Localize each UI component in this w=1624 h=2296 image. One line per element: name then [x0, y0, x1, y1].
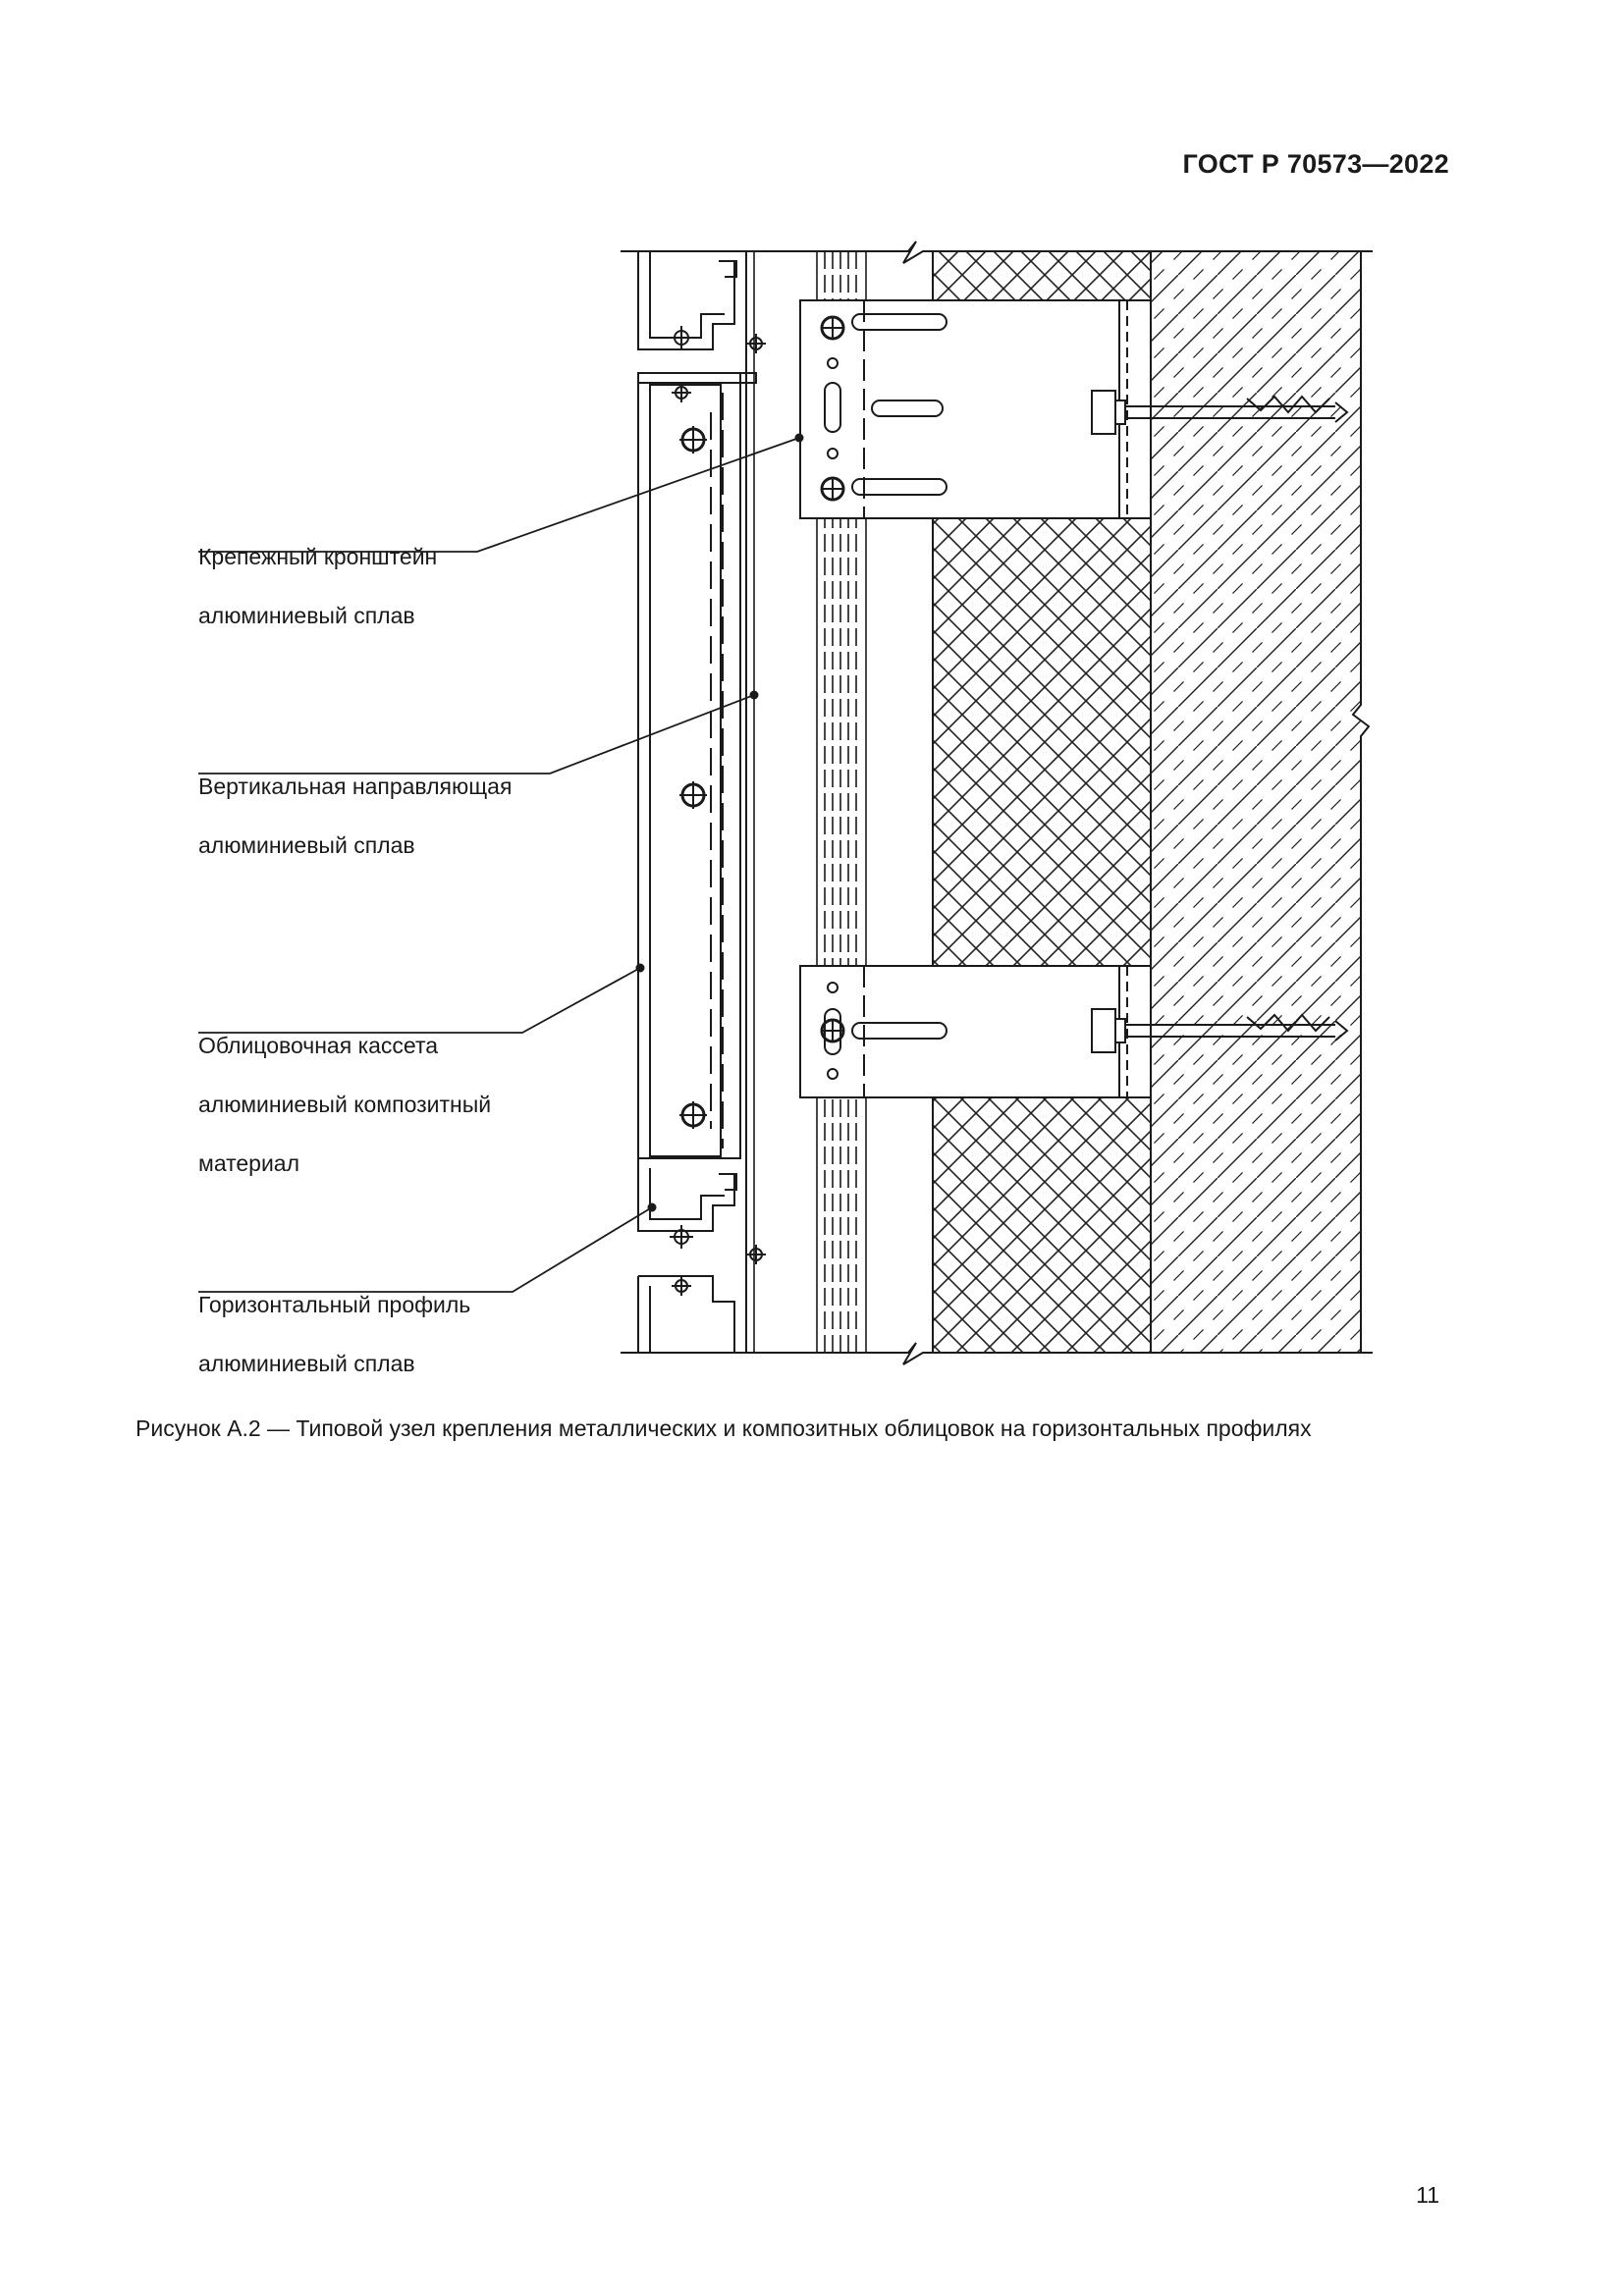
callout-cassette-line3: материал [198, 1150, 300, 1176]
page-number: 11 [1416, 2182, 1439, 2208]
callout-vertical-guide-line1: Вертикальная направляющая [198, 774, 513, 799]
callout-horizontal-profile-line2: алюминиевый сплав [198, 1351, 415, 1376]
callout-cassette-line2: алюминиевый композитный [198, 1092, 492, 1117]
callout-bracket [198, 512, 437, 660]
callout-cassette [198, 1001, 491, 1207]
callout-bracket-line1: Крепежный кронштейн [198, 544, 438, 569]
callout-bracket-line2: алюминиевый сплав [198, 603, 415, 628]
callout-vertical-guide [198, 742, 512, 889]
figure-caption: Рисунок А.2 — Типовой узел крепления металлических и композитных облицовок на горизонтальных профилях [135, 1415, 1312, 1441]
cladding-cassette [638, 251, 746, 1353]
document-code: ГОСТ Р 70573—2022 [1182, 149, 1449, 179]
callout-cassette-line1: Облицовочная кассета [198, 1033, 439, 1058]
concrete-wall [1151, 251, 1369, 1353]
callout-vertical-guide-line2: алюминиевый сплав [198, 832, 415, 858]
callout-horizontal-profile [198, 1260, 470, 1408]
callout-horizontal-profile-line1: Горизонтальный профиль [198, 1292, 471, 1317]
